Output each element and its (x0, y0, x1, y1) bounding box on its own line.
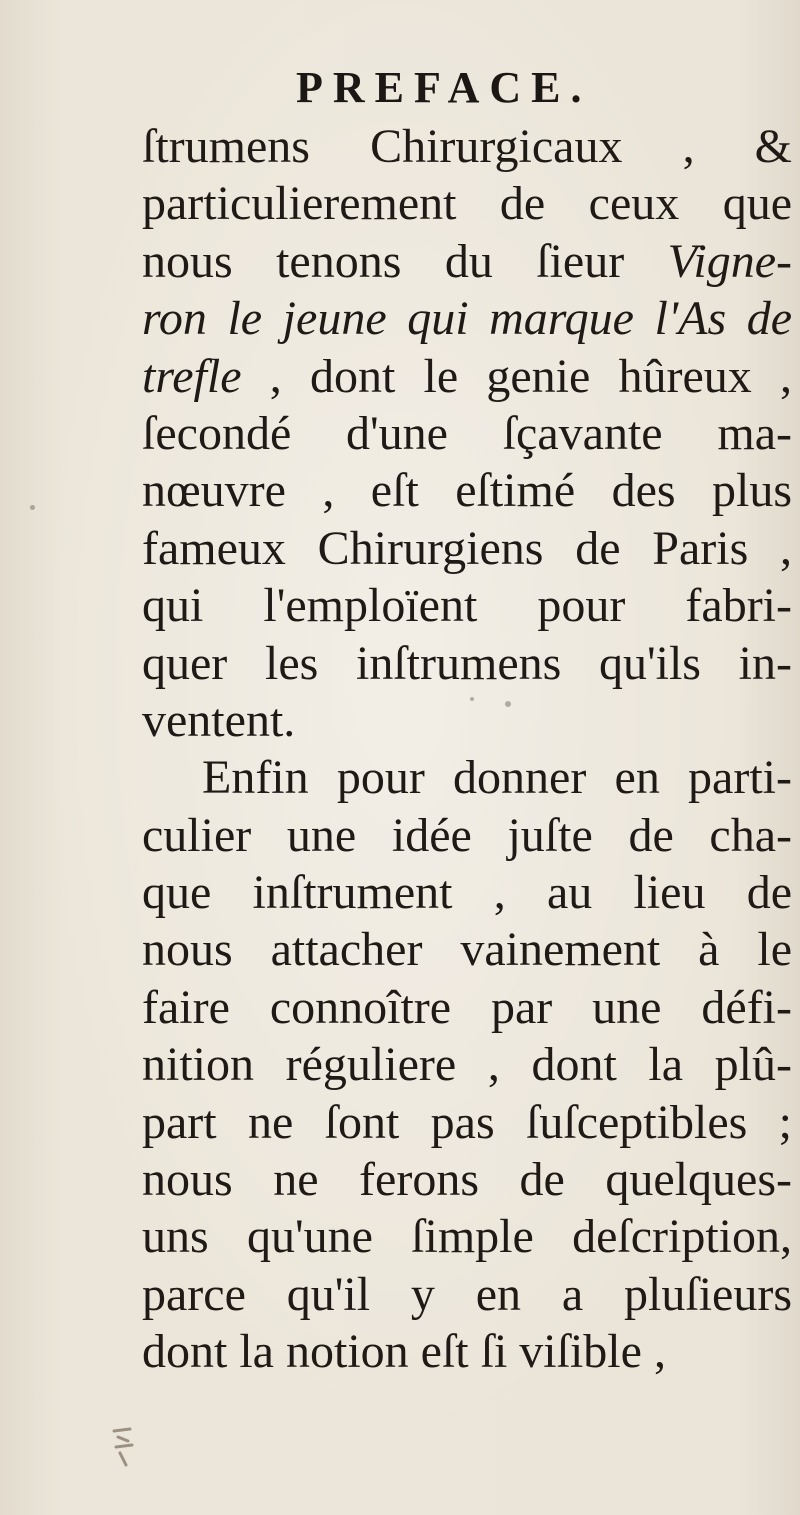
text-line: nous ne ferons de quelques- (142, 1153, 792, 1207)
text-line: parce qu'il y en a pluſieurs (142, 1267, 792, 1321)
text-line: ſtrumens Chirurgicaux , & (142, 120, 792, 173)
text-line: uns qu'une ſimple deſcription, (142, 1210, 792, 1264)
body-text (142, 118, 792, 1381)
text-line: culier une idée juſte de cha- (142, 808, 792, 862)
text-line: quer les inſtrumens qu'ils in- (142, 636, 792, 690)
text-line: qui l'emploïent pour fabri- (142, 579, 792, 633)
text-line: nition réguliere , dont la plû- (142, 1038, 792, 1092)
text-line: particulierement de ceux que (142, 177, 792, 231)
margin-ink-mark-icon (108, 1425, 144, 1469)
text-line: nous attacher vainement à le (142, 923, 792, 977)
running-header: PREFACE. (296, 63, 592, 112)
text-line: que inſtrument , au lieu de (142, 866, 792, 920)
text-line: nœuvre , eſt eſtimé des plus (142, 464, 792, 518)
paragraph-start-line: Enfin pour donner en parti- (202, 751, 792, 805)
text-line: part ne ſont pas ſuſceptibles ; (142, 1095, 792, 1149)
text-line: nous tenons du ſieur Vigne- (142, 234, 792, 288)
paper-speck (470, 697, 474, 701)
text-line: fameux Chirurgiens de Paris , (142, 521, 792, 575)
text-line: dont la notion eſt ſi viſible , (142, 1325, 666, 1379)
text-line: faire connoître par une défi- (142, 980, 792, 1034)
text-line: trefle , dont le genie hûreux , (142, 349, 792, 403)
text-line: ſecondé d'une ſçavante ma- (142, 406, 792, 460)
text-line: ron le jeune qui marque l'As de (142, 292, 792, 346)
paper-speck (505, 701, 511, 707)
paper-speck (30, 505, 35, 510)
text-line: ventent. (142, 693, 296, 747)
